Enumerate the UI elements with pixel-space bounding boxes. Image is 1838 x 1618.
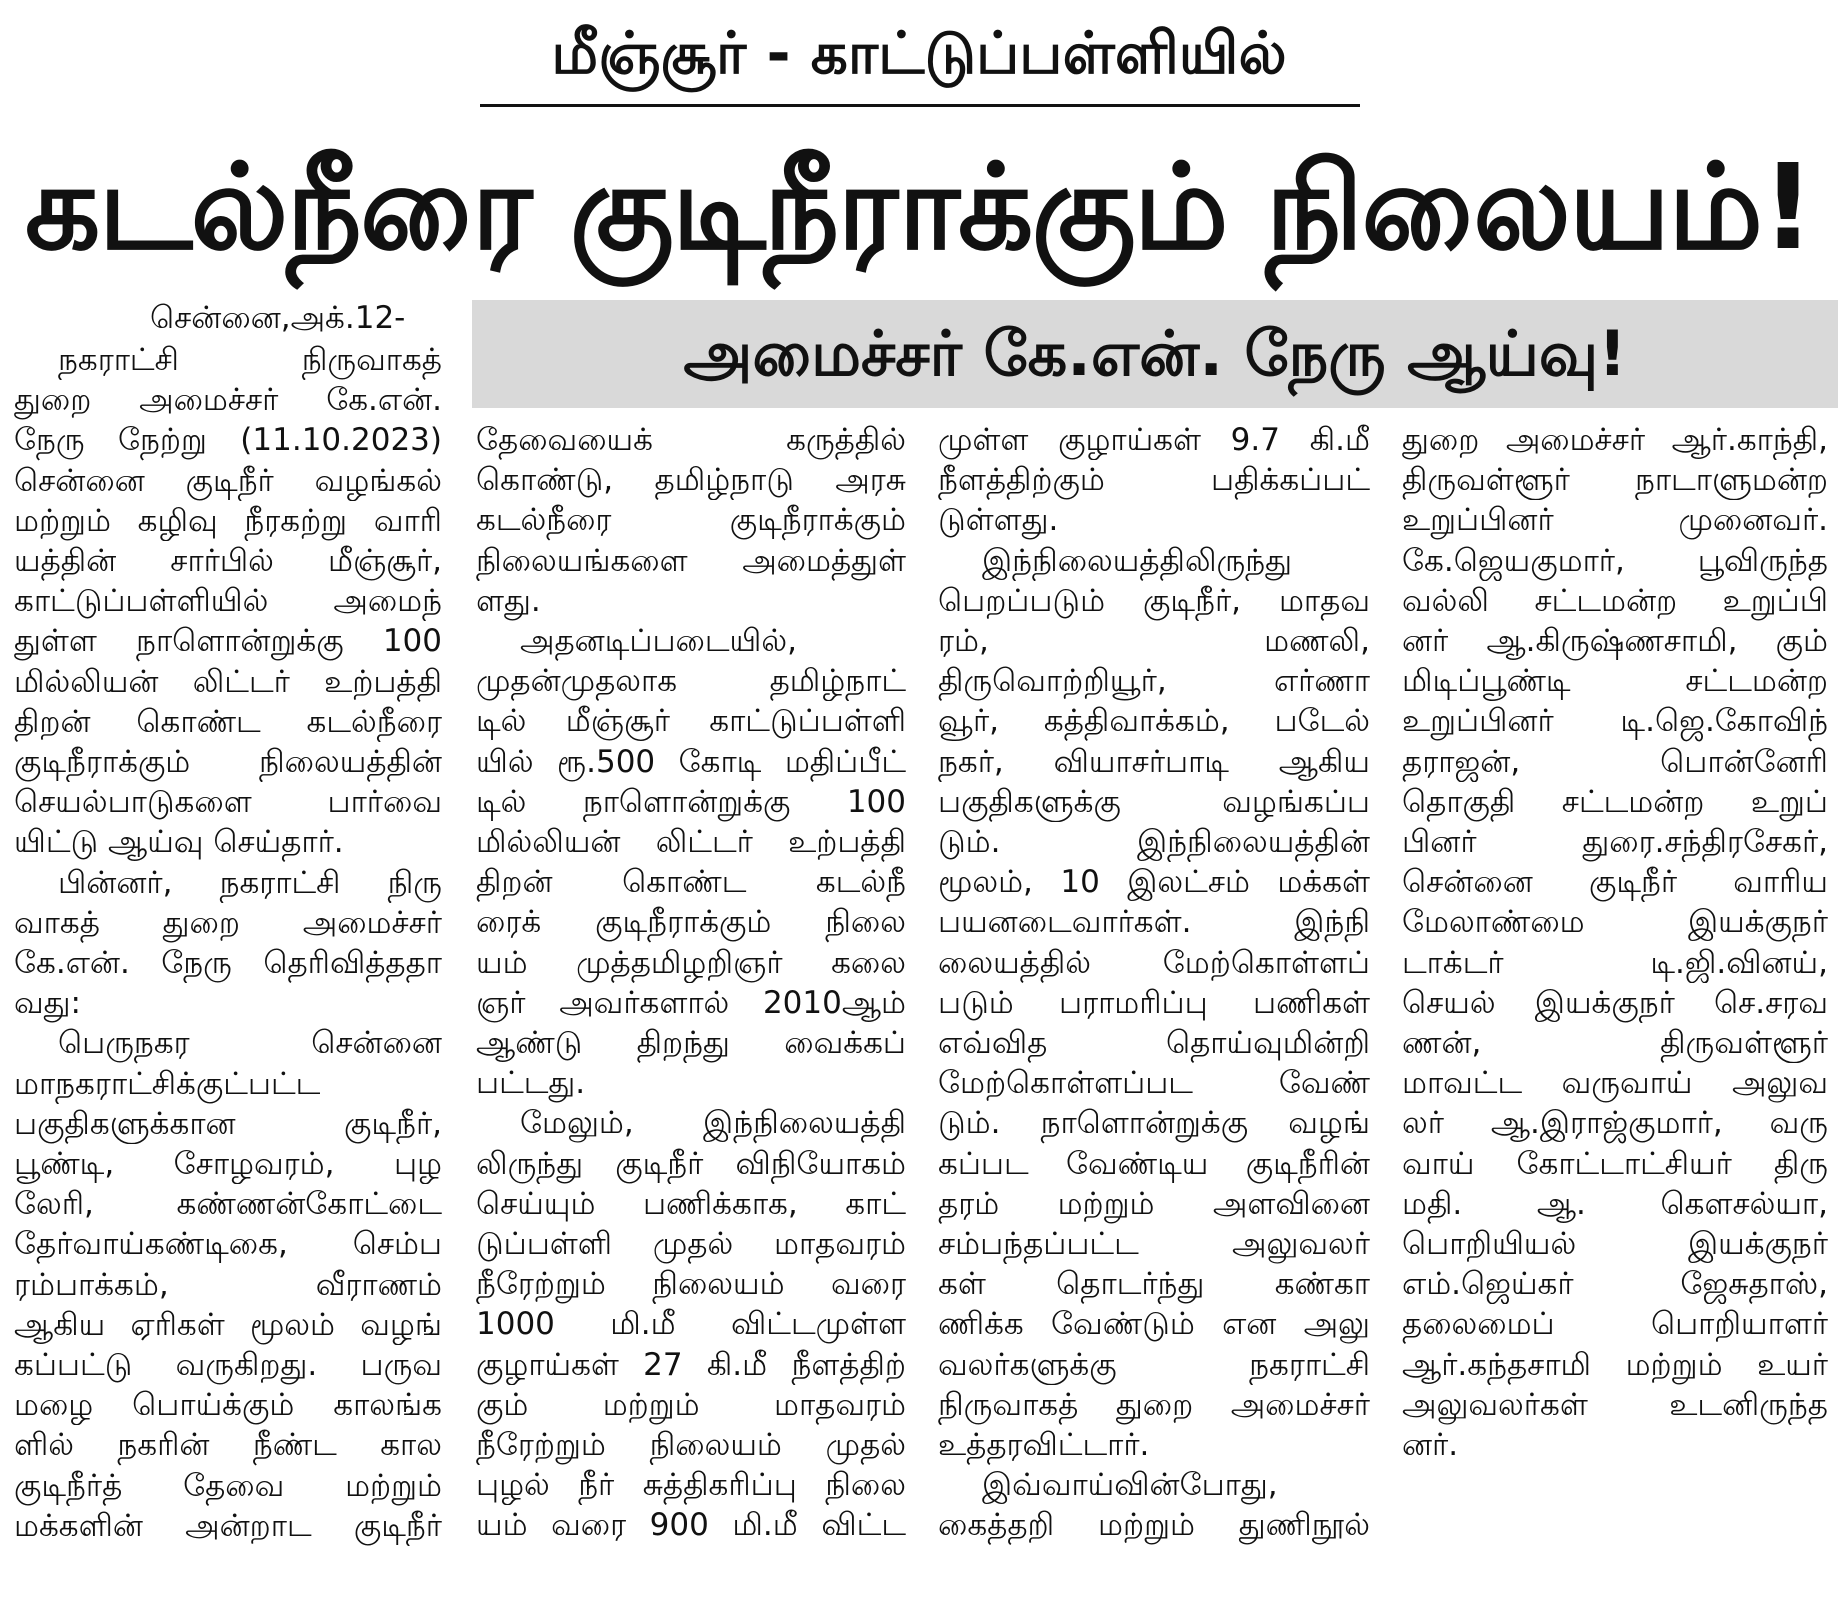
article-line: பகுதிகளுக்கு வழங்கப்ப — [938, 783, 1370, 820]
article-line: தொகுதி சட்டமன்ற உறுப் — [1402, 783, 1828, 820]
article-line: திருவொற்றியூர், எர்ணா — [938, 663, 1370, 700]
article-line: துறை அமைச்சர் ஆர்.காந்தி, — [1402, 422, 1828, 458]
kicker-title: மீஞ்சூர் - காட்டுப்பள்ளியில் — [551, 19, 1287, 87]
article-line: மழை பொய்க்கும் காலங்க — [14, 1387, 442, 1424]
article-line: பெறப்படும் குடிநீர், மாதவ — [938, 582, 1370, 619]
article-line: நிலையங்களை அமைத்துள் — [476, 542, 906, 579]
article-line: மேற்கொள்ளப்பட வேண் — [938, 1065, 1370, 1102]
article-line: பட்டது. — [476, 1065, 586, 1102]
article-line: உறுப்பினர் டி.ஜெ.கோவிந் — [1402, 703, 1828, 740]
article-line: வூர், கத்திவாக்கம், படேல் — [938, 703, 1370, 740]
article-line: யம் வரை 900 மி.மீ விட்ட — [476, 1507, 906, 1544]
article-line: கும் மற்றும் மாதவரம் — [476, 1386, 906, 1423]
article-line: பகுதிகளுக்கான குடிநீர், — [14, 1105, 442, 1142]
article-line: கப்பட வேண்டிய குடிநீரின் — [938, 1145, 1370, 1182]
article-line: டும். நாளொன்றுக்கு வழங் — [938, 1105, 1370, 1142]
article-line: பயனடைவார்கள். இந்நி — [938, 904, 1370, 941]
article-line: எம்.ஜெய்கர் ஜேசுதாஸ், — [1402, 1266, 1828, 1303]
article-line: அதனடிப்படையில், — [520, 623, 797, 660]
article-line: உத்தரவிட்டார். — [938, 1427, 1150, 1464]
article-line: காட்டுப்பள்ளியில் அமைந் — [14, 583, 442, 620]
article-line: இந்நிலையத்திலிருந்து — [982, 542, 1293, 579]
article-line: னர். — [1402, 1427, 1459, 1464]
article-line: மிடிப்பூண்டி சட்டமன்ற — [1402, 663, 1828, 700]
article-line: மூலம், 10 இலட்சம் மக்கள் — [938, 864, 1370, 901]
article-line: உறுப்பினர் முனைவர். — [1402, 502, 1828, 539]
article-line: பொறியியல் இயக்குநர் — [1402, 1226, 1828, 1263]
article-line: யம் முத்தமிழறிஞர் கலை — [476, 944, 906, 981]
article-column-4 — [1402, 420, 1828, 1465]
article-column-2 — [476, 420, 906, 1546]
article-line: வலர்களுக்கு நகராட்சி — [938, 1346, 1370, 1383]
article-line: ணன், திருவள்ளூர் — [1402, 1025, 1828, 1062]
article-line: ஞர் அவர்களால் 2010ஆம் — [476, 984, 906, 1021]
article-line: திறன் கொண்ட கடல்நீ — [476, 864, 906, 901]
article-line: குழாய்கள் 27 கி.மீ நீளத்திற் — [476, 1346, 906, 1383]
article-line: அலுவலர்கள் உடனிருந்த — [1402, 1386, 1828, 1423]
article-line: ளது. — [476, 582, 541, 619]
article-line: கள் தொடர்ந்து கண்கா — [938, 1266, 1370, 1303]
article-line: துறை அமைச்சர் கே.என். — [14, 382, 442, 419]
article-line: வல்லி சட்டமன்ற உறுப்பி — [1402, 582, 1828, 619]
article-line: மக்களின் அன்றாட குடிநீர் — [14, 1507, 442, 1544]
article-line: லர் ஆ.இராஜ்குமார், வரு — [1402, 1105, 1828, 1142]
article-line: சென்னை குடிநீர் வாரிய — [1402, 864, 1828, 901]
article-line: செய்யும் பணிக்காக, காட் — [476, 1185, 906, 1222]
article-column-1 — [14, 340, 442, 1546]
article-line: நீரேற்றும் நிலையம் வரை — [476, 1266, 906, 1303]
article-line: மில்லியன் லிட்டர் உற்பத்தி — [476, 824, 906, 861]
article-line: எவ்வித தொய்வுமின்றி — [938, 1025, 1370, 1062]
article-line: செயல்பாடுகளை பார்வை — [14, 784, 442, 821]
article-line: படும் பராமரிப்பு பணிகள் — [938, 984, 1370, 1021]
article-line: டும். இந்நிலையத்தின் — [938, 824, 1370, 861]
article-line: சென்னை குடிநீர் வழங்கல் — [14, 462, 442, 499]
article-line: சம்பந்தப்பட்ட அலுவலர் — [938, 1226, 1370, 1263]
article-line: லையத்தில் மேற்கொள்ளப் — [938, 944, 1370, 981]
kicker-underline — [480, 104, 1360, 107]
dateline: சென்னை,அக்.12- — [150, 300, 406, 336]
article-line: திருவள்ளூர் நாடாளுமன்ற — [1402, 462, 1828, 499]
article-line: ணிக்க வேண்டும் என அலு — [938, 1306, 1370, 1343]
article-line: முள்ள குழாய்கள் 9.7 கி.மீ — [938, 422, 1370, 458]
article-line: நிருவாகத் துறை அமைச்சர் — [938, 1386, 1370, 1423]
article-line: ஆகிய ஏரிகள் மூலம் வழங் — [14, 1306, 442, 1343]
article-line: லேரி, கண்ணன்கோட்டை — [14, 1186, 442, 1223]
article-line: கடல்நீரை குடிநீராக்கும் — [476, 502, 906, 539]
article-line: நீளத்திற்கும் பதிக்கப்பட் — [938, 462, 1370, 499]
article-line: கைத்தறி மற்றும் துணிநூல் — [938, 1507, 1370, 1544]
article-line: 1000 மி.மீ விட்டமுள்ள — [476, 1306, 906, 1343]
article-line: லிருந்து குடிநீர் விநியோகம் — [476, 1145, 906, 1182]
article-line: தேர்வாய்கண்டிகை, செம்ப — [14, 1226, 442, 1263]
article-line: வாய் கோட்டாட்சியர் திரு — [1402, 1145, 1828, 1182]
article-column-3 — [938, 420, 1370, 1546]
article-line: மேலாண்மை இயக்குநர் — [1402, 904, 1828, 941]
article-line: ஆண்டு திறந்து வைக்கப் — [476, 1025, 906, 1062]
article-line: மதி. ஆ. கௌசல்யா, — [1402, 1185, 1828, 1222]
article-line: டுள்ளது. — [938, 502, 1059, 539]
article-line: டுப்பள்ளி முதல் மாதவரம் — [476, 1226, 906, 1263]
article-line: தராஜன், பொன்னேரி — [1402, 743, 1828, 780]
article-line: மாவட்ட வருவாய் அலுவ — [1402, 1065, 1828, 1102]
article-line: நகர், வியாசர்பாடி ஆகிய — [938, 743, 1370, 780]
article-line: இவ்வாய்வின்போது, — [982, 1467, 1278, 1504]
article-line: டாக்டர் டி.ஜி.வினய், — [1402, 944, 1828, 981]
article-line: பினர் துரை.சந்திரசேகர், — [1402, 824, 1828, 861]
article-line: பின்னர், நகராட்சி நிரு — [58, 864, 442, 901]
article-line: பெருநகர சென்னை — [58, 1025, 442, 1062]
article-line: ரம்பாக்கம், வீராணம் — [14, 1266, 442, 1303]
article-line: தேவையைக் கருத்தில் — [476, 422, 906, 458]
article-line: பூண்டி, சோழவரம், புழ — [14, 1146, 442, 1183]
article-line: கப்பட்டு வருகிறது. பருவ — [14, 1347, 442, 1384]
article-line: யில் ரூ.500 கோடி மதிப்பீட் — [476, 743, 906, 780]
article-line: டில் மீஞ்சூர் காட்டுப்பள்ளி — [476, 703, 906, 740]
article-line: தரம் மற்றும் அளவினை — [938, 1185, 1370, 1222]
article-line: வாகத் துறை அமைச்சர் — [14, 904, 442, 941]
article-line: கொண்டு, தமிழ்நாடு அரசு — [476, 462, 906, 499]
article-line: புழல் நீர் சுத்திகரிப்பு நிலை — [476, 1467, 906, 1504]
article-line: யத்தின் சார்பில் மீஞ்சூர், — [14, 543, 442, 580]
article-line: நேரு நேற்று (11.10.2023) — [14, 422, 442, 459]
article-line: மாநகராட்சிக்குட்பட்ட — [14, 1065, 321, 1102]
article-line: வது: — [14, 985, 81, 1022]
article-line: முதன்முதலாக தமிழ்நாட் — [476, 663, 906, 700]
subheadline-banner: அமைச்சர் கே.என். நேரு ஆய்வு! — [472, 300, 1838, 408]
article-line: குடிநீராக்கும் நிலையத்தின் — [14, 744, 442, 781]
article-line: திறன் கொண்ட கடல்நீரை — [14, 703, 442, 740]
article-line: ரைக் குடிநீராக்கும் நிலை — [476, 904, 906, 941]
article-line: ரம், மணலி, — [938, 623, 1370, 660]
article-line: கே.என். நேரு தெரிவித்ததா — [14, 945, 442, 982]
article-line: ஆர்.கந்தசாமி மற்றும் உயர் — [1402, 1346, 1828, 1383]
article-line: மேலும், இந்நிலையத்தி — [520, 1105, 906, 1142]
article-line: மில்லியன் லிட்டர் உற்பத்தி — [14, 663, 442, 700]
main-headline: கடல்நீரை குடிநீராக்கும் நிலையம்! — [25, 138, 1813, 276]
article-line: தலைமைப் பொறியாளர் — [1402, 1306, 1828, 1343]
article-line: நகராட்சி நிருவாகத் — [58, 342, 442, 378]
article-line: செயல் இயக்குநர் செ.சரவ — [1402, 984, 1828, 1021]
article-line: துள்ள நாளொன்றுக்கு 100 — [14, 623, 442, 660]
article-line: கே.ஜெயகுமார், பூவிருந்த — [1402, 542, 1828, 579]
article-line: டில் நாளொன்றுக்கு 100 — [476, 783, 906, 820]
article-line: நீரேற்றும் நிலையம் முதல் — [476, 1427, 906, 1464]
article-line: ளில் நகரின் நீண்ட கால — [14, 1427, 442, 1464]
article-line: மற்றும் கழிவு நீரகற்று வாரி — [14, 502, 442, 539]
article-line: யிட்டு ஆய்வு செய்தார். — [14, 824, 344, 861]
article-line: னர் ஆ.கிருஷ்ணசாமி, கும் — [1402, 623, 1828, 660]
article-line: குடிநீர்த் தேவை மற்றும் — [14, 1467, 442, 1504]
